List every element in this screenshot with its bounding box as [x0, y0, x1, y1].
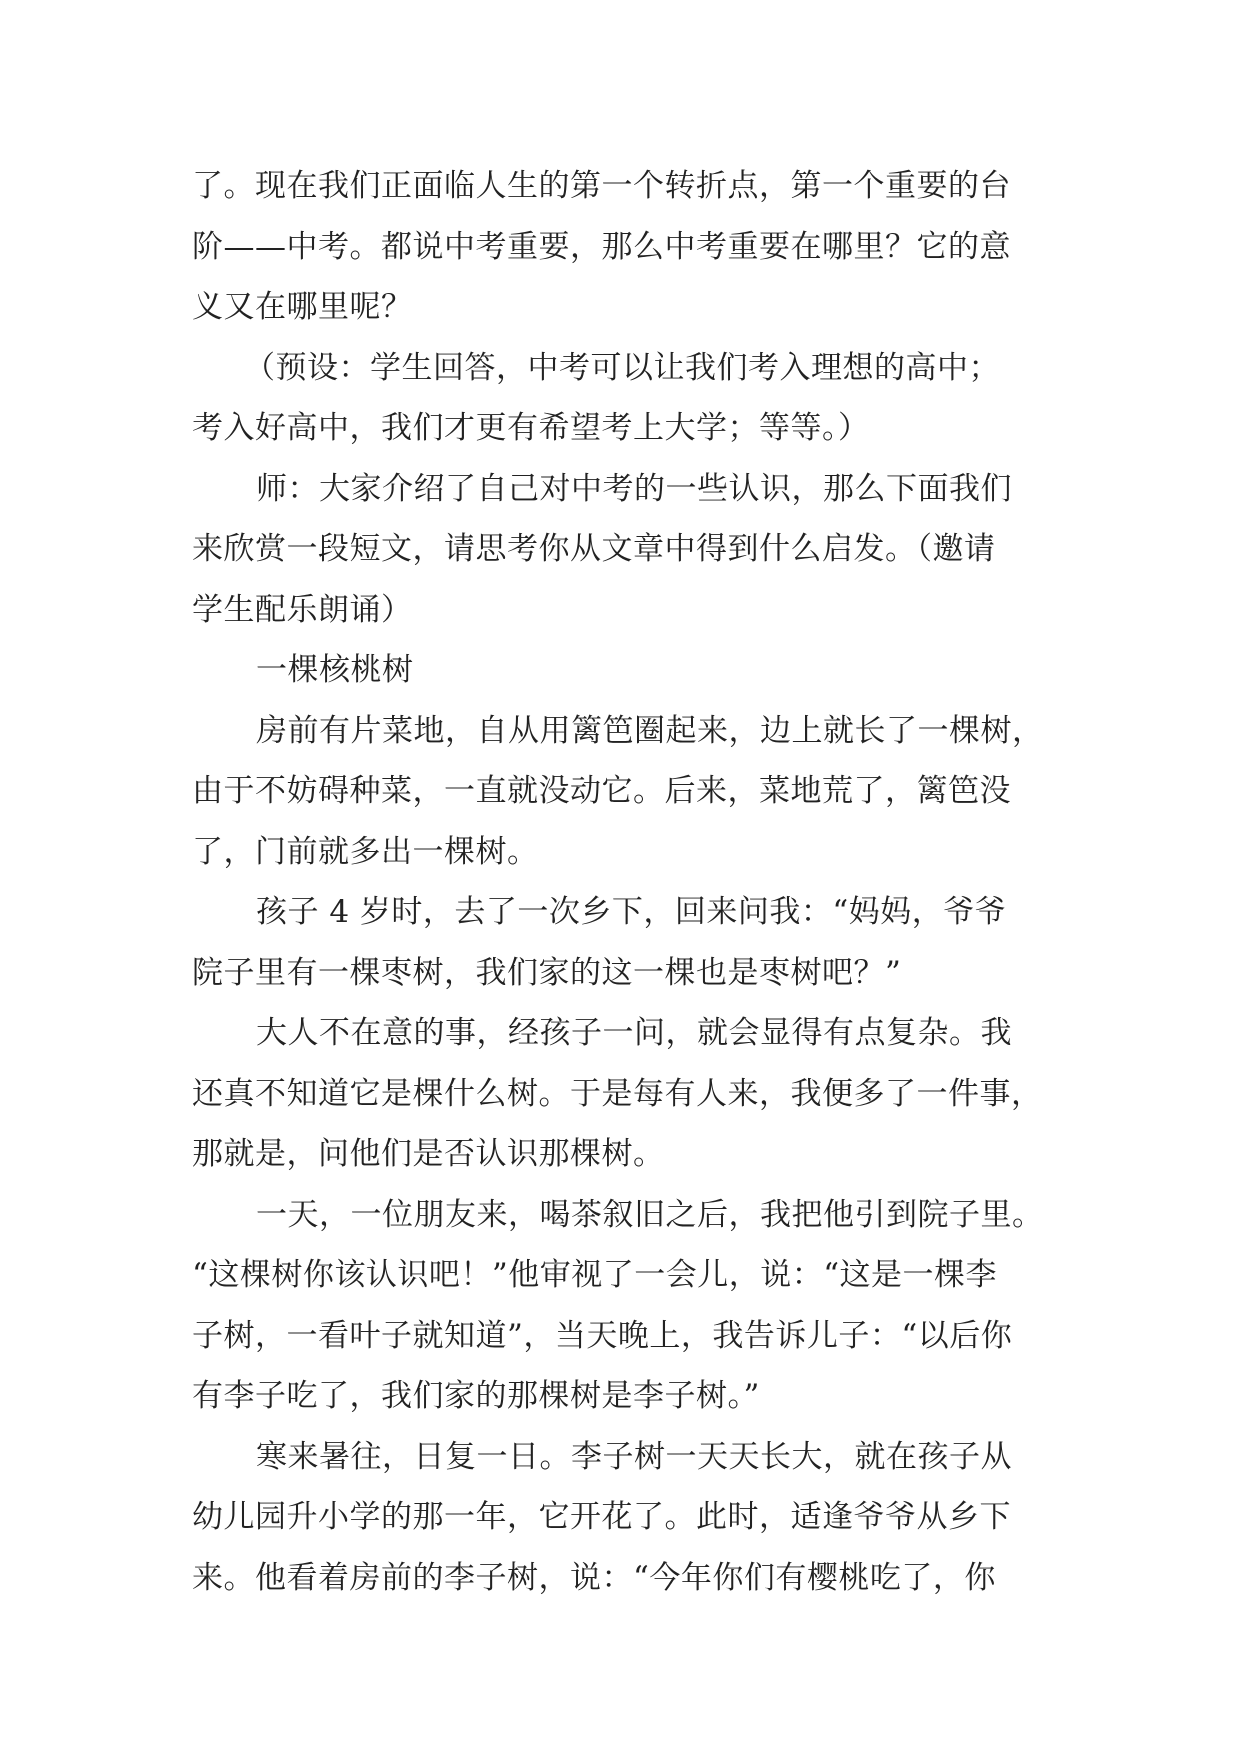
- text-line: 还真不知道它是棵什么树。于是每有人来，我便多了一件事，: [192, 1075, 1043, 1112]
- text-line: 有李子吃了，我们家的那棵树是李子树。”: [192, 1378, 760, 1414]
- text-line: 由于不妨碍种菜，一直就没动它。后来，菜地荒了，篱笆没: [192, 773, 1011, 809]
- text-line: （预设：学生回答，中考可以让我们考入理想的高中；: [244, 349, 1000, 386]
- text-line: 来欣赏一段短文，请思考你从文章中得到什么启发。（邀请: [192, 531, 996, 567]
- text-line: 孩子 4 岁时，去了一次乡下，回来问我：“妈妈，爷爷: [256, 894, 1007, 930]
- text-line: 房前有片菜地，自从用篱笆圈起来，边上就长了一棵树，: [256, 712, 1044, 749]
- text-line: 院子里有一棵枣树，我们家的这一棵也是枣树吧？”: [192, 954, 902, 991]
- text-line: 义又在哪里呢？: [192, 289, 413, 325]
- text-line: “这棵树你该认识吧！”他审视了一会儿，说：“这是一棵李: [192, 1257, 998, 1293]
- text-line: 学生配乐朗诵）: [192, 591, 413, 628]
- text-line: 了，门前就多出一棵树。: [192, 833, 539, 870]
- text-line: 阶——中考。都说中考重要，那么中考重要在哪里？它的意: [192, 228, 1011, 265]
- document-body: [192, 156, 1062, 1608]
- text-line: 寒来暑往，日复一日。李子树一天天长大，就在孩子从: [256, 1438, 1012, 1475]
- section-title: 一棵核桃树: [256, 652, 414, 688]
- text-line: 考入好高中，我们才更有希望考上大学；等等。）: [192, 410, 870, 446]
- text-line: 来。他看着房前的李子树，说：“今年你们有樱桃吃了，你: [192, 1559, 996, 1596]
- text-line: 那就是，问他们是否认识那棵树。: [192, 1136, 665, 1172]
- text-line: 子树，一看叶子就知道”，当天晚上，我告诉儿子：“以后你: [192, 1317, 1013, 1354]
- text-line: 幼儿园升小学的那一年，它开花了。此时，适逢爷爷从乡下: [192, 1499, 1011, 1535]
- text-line: 师：大家介绍了自己对中考的一些认识，那么下面我们: [256, 470, 1012, 507]
- text-line: 了。现在我们正面临人生的第一个转折点，第一个重要的台: [192, 168, 1011, 204]
- text-line: 大人不在意的事，经孩子一问，就会显得有点复杂。我: [256, 1015, 1012, 1051]
- text-line: 一天，一位朋友来，喝茶叙旧之后，我把他引到院子里。: [256, 1196, 1044, 1233]
